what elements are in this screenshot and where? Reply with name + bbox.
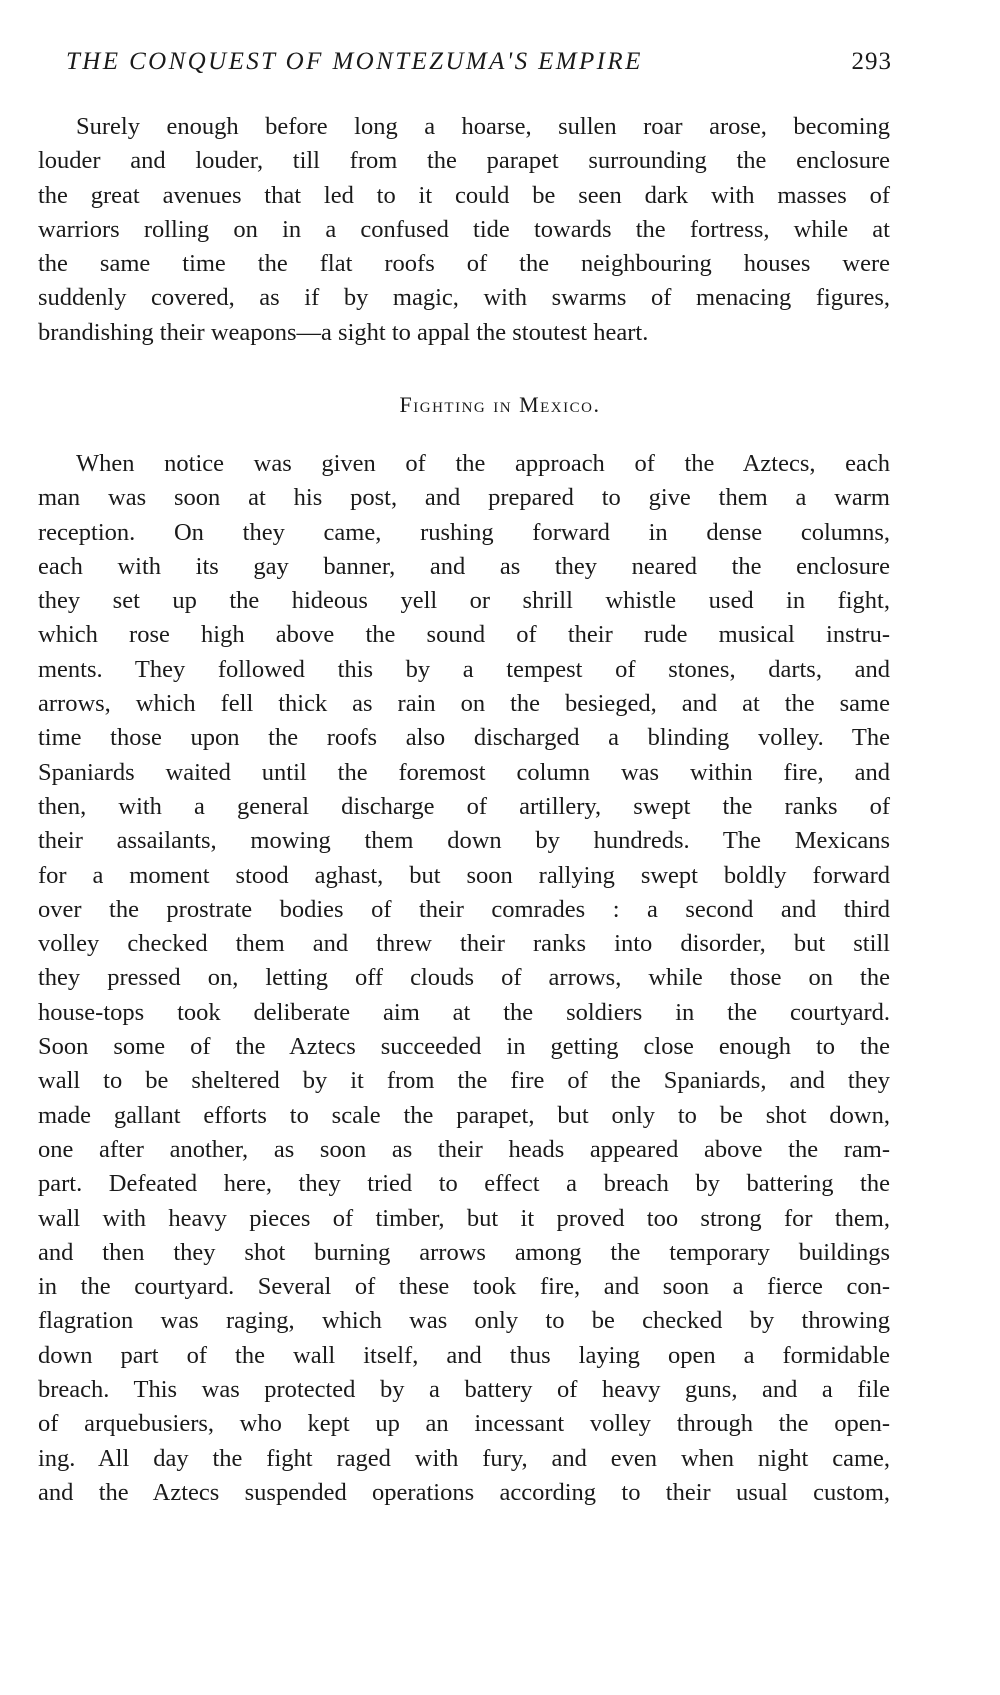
text-line: in the courtyard. Several of these took fire, and soon a fierce con- (38, 1273, 890, 1301)
text-line: louder and louder, till from the parapet surrounding the enclosure (38, 147, 890, 175)
text-line: for a moment stood aghast, but soon rallying swept boldly forward (38, 861, 890, 889)
running-title: THE CONQUEST OF MONTEZUMA'S EMPIRE (66, 48, 643, 75)
text-line: part. Defeated here, they tried to effect a breach by battering the (38, 1170, 890, 1198)
text-line: When notice was given of the approach of the Aztecs, each (76, 450, 890, 477)
text-line: the same time the flat roofs of the neighbouring houses were (38, 250, 890, 278)
text-line: then, with a general discharge of artillery, swept the ranks of (38, 792, 890, 820)
text-line: man was soon at his post, and prepared to give them a warm (38, 484, 890, 512)
text-line: ing. All day the fight raged with fury, and even when night came, (38, 1444, 890, 1472)
text-line: each with its gay banner, and as they neared the enclosure (38, 552, 890, 580)
text-line: their assailants, mowing them down by hundreds. The Mexicans (38, 827, 890, 855)
paragraph-2 (38, 447, 890, 1510)
text-line: warriors rolling on in a confused tide towards the fortress, while at (38, 215, 890, 243)
section-heading: Fighting in Mexico. (399, 392, 601, 417)
text-line: wall to be sheltered by it from the fire of the Spaniards, and they (38, 1067, 890, 1095)
text-line: brandishing their weapons—a sight to appal the stoutest heart. (38, 318, 649, 346)
text-line: reception. On they came, rushing forward in dense columns, (38, 518, 890, 546)
text-line: of arquebusiers, who kept up an incessant volley through the open- (38, 1410, 890, 1438)
text-line: and the Aztecs suspended operations according to their usual custom, (38, 1478, 890, 1506)
text-line: they set up the hideous yell or shrill whistle used in fight, (38, 587, 890, 615)
text-line: arrows, which fell thick as rain on the besieged, and at the same (38, 690, 890, 718)
text-line: one after another, as soon as their heads appeared above the ram- (38, 1135, 890, 1163)
text-line: and then they shot burning arrows among the temporary buildings (38, 1238, 890, 1266)
text-line: which rose high above the sound of their rude musical instru- (38, 621, 890, 649)
text-line: house-tops took deliberate aim at the soldiers in the courtyard. (38, 998, 890, 1026)
text-line: down part of the wall itself, and thus laying open a formidable (38, 1341, 890, 1369)
text-line: flagration was raging, which was only to be checked by throwing (38, 1307, 890, 1335)
page-number: 293 (851, 48, 892, 75)
text-line: Spaniards waited until the foremost column was within fire, and (38, 758, 890, 786)
text-line: breach. This was protected by a battery of heavy guns, and a file (38, 1376, 890, 1404)
text-line: ments. They followed this by a tempest of stones, darts, and (38, 655, 890, 683)
text-line: Surely enough before long a hoarse, sullen roar arose, becoming (76, 113, 890, 140)
text-line: volley checked them and threw their ranks into disorder, but still (38, 930, 890, 958)
text-line: the great avenues that led to it could be seen dark with masses of (38, 181, 890, 209)
text-line: time those upon the roofs also discharged a blinding volley. The (38, 724, 890, 752)
paragraph-1 (38, 110, 890, 350)
text-line: over the prostrate bodies of their comrades : a second and third (38, 895, 890, 923)
text-line: suddenly covered, as if by magic, with swarms of menacing figures, (38, 284, 890, 312)
text-line: made gallant efforts to scale the parapet, but only to be shot down, (38, 1101, 890, 1129)
text-line: Soon some of the Aztecs succeeded in getting close enough to the (38, 1033, 890, 1061)
page-header (66, 48, 892, 82)
text-line: wall with heavy pieces of timber, but it proved too strong for them, (38, 1204, 890, 1232)
text-line: they pressed on, letting off clouds of arrows, while those on the (38, 964, 890, 992)
